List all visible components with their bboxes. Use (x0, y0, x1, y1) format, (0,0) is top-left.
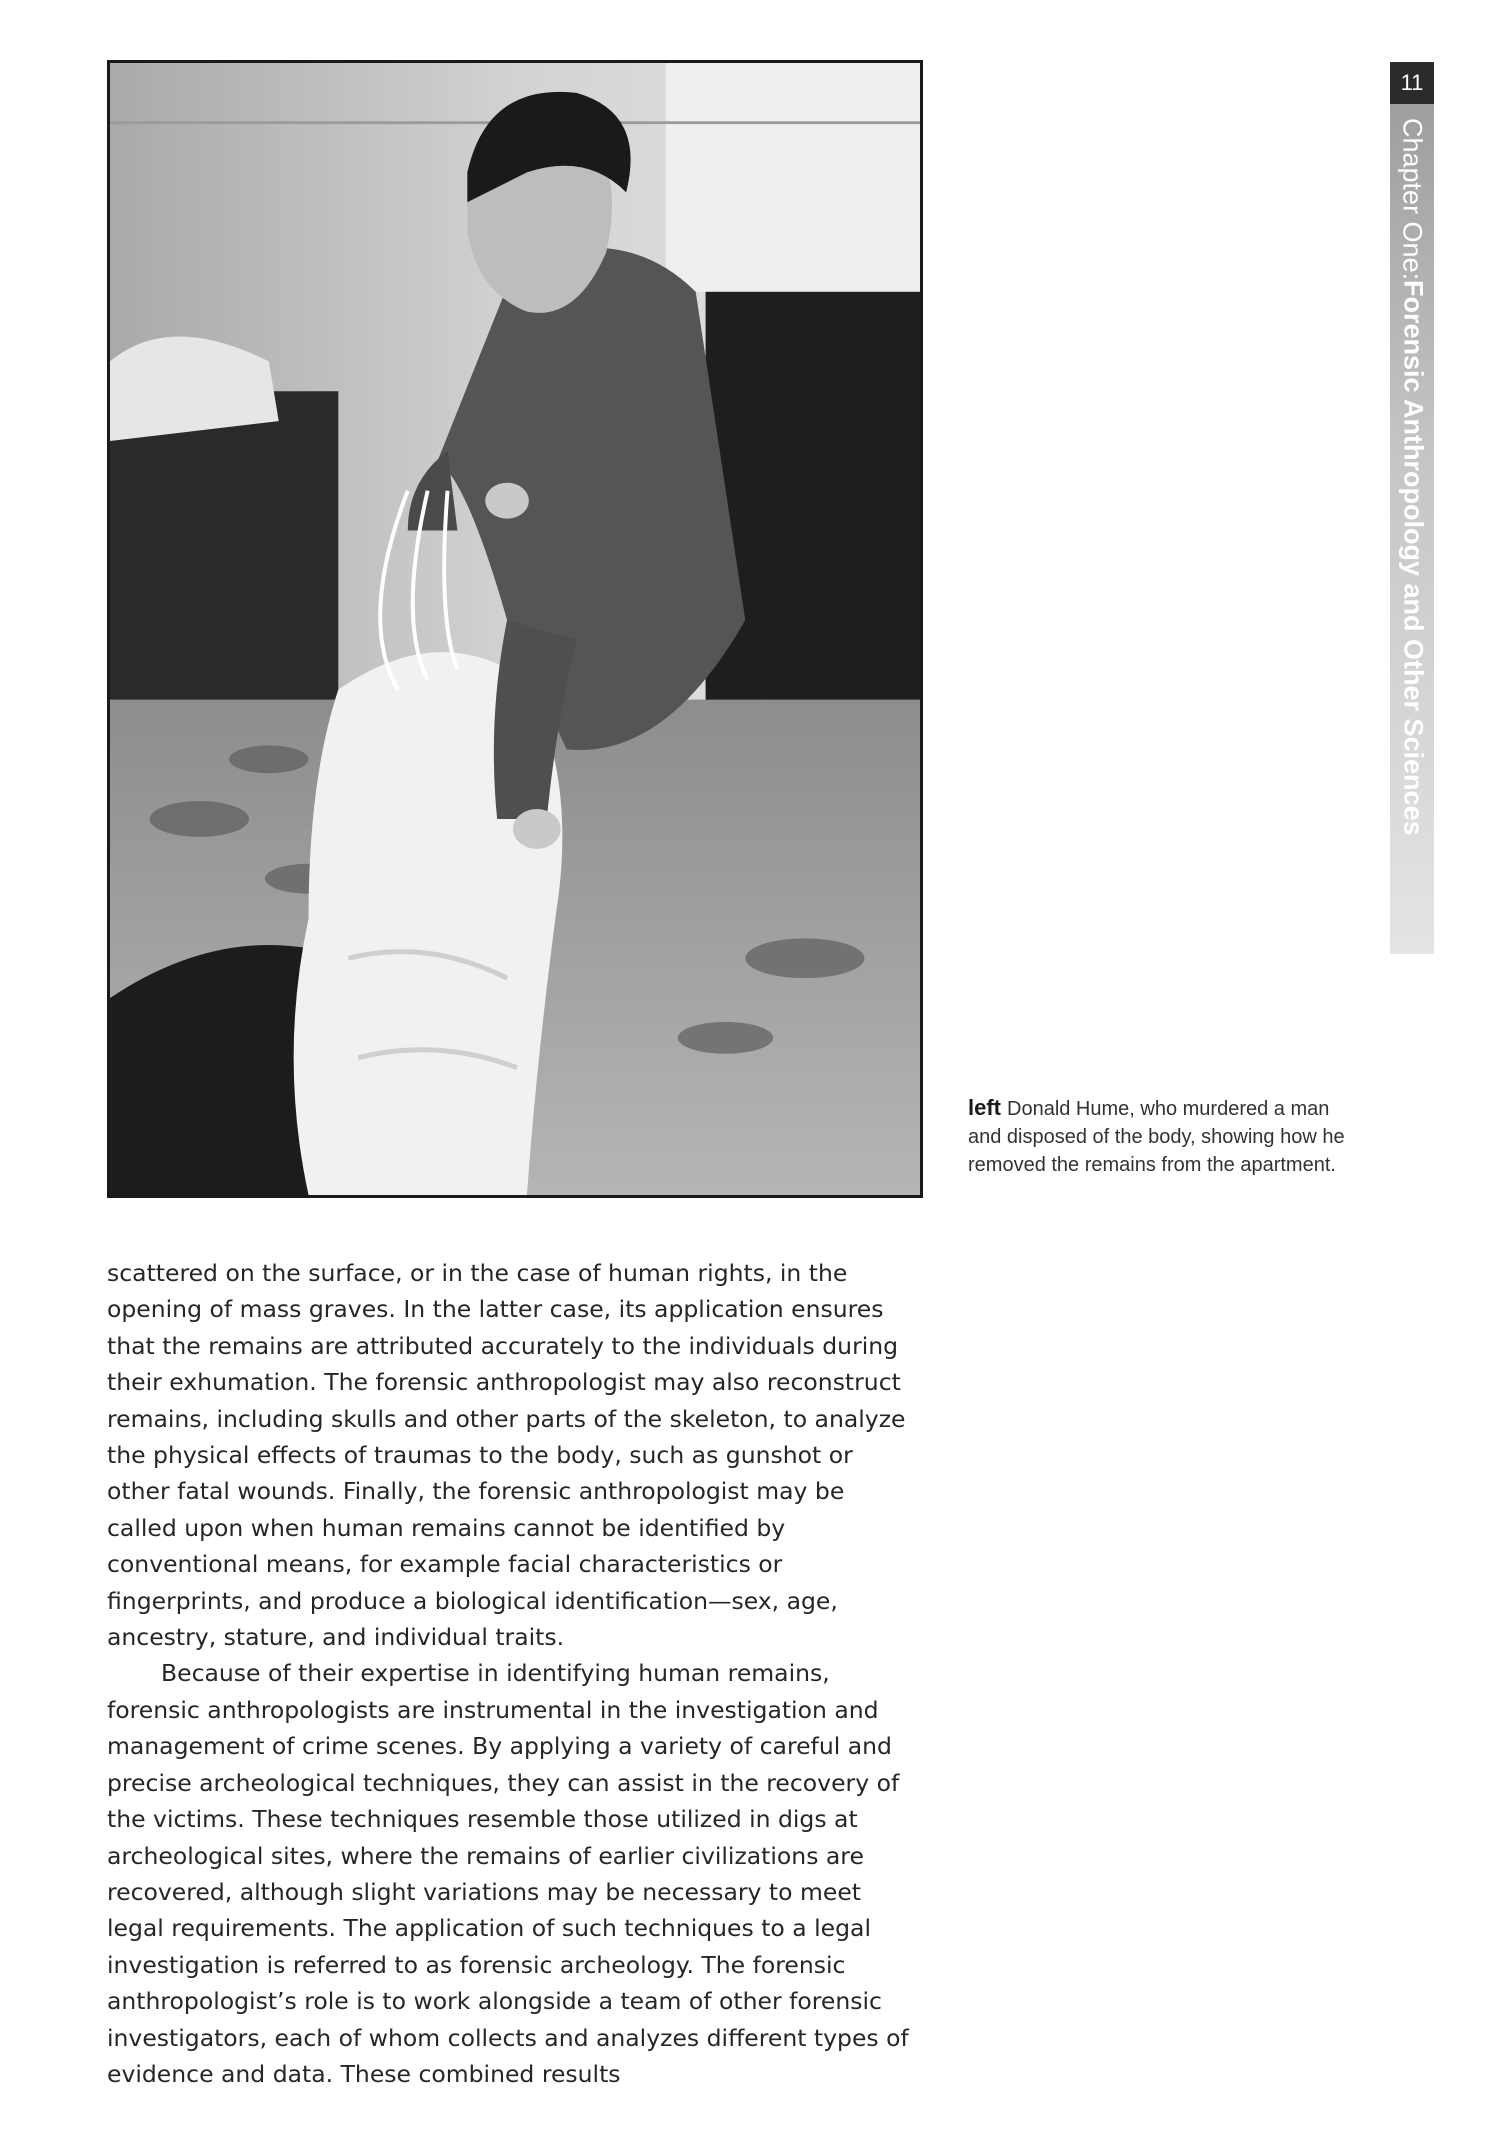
chapter-running-head (1390, 118, 1434, 948)
page-number: 11 (1390, 62, 1434, 104)
chapter-title: Forensic Anthropology and Other Sciences (1398, 280, 1429, 836)
caption-lead: left (968, 1095, 1001, 1120)
figure-photo (107, 60, 923, 1198)
chapter-label: Chapter One: (1397, 118, 1428, 281)
body-text (107, 1255, 917, 2092)
caption-text: Donald Hume, who murdered a man and disposed of the body, showing how he removed the remains from the apartment. (968, 1098, 1345, 1176)
body-paragraph-2: Because of their expertise in identifying human remains, forensic anthropologists are instrumental in the investigation and management of crime scenes. By applying a variety of careful and precise archeological techniques, they can assist in the recovery of the victims. These techniques resemble those utilized in digs at archeological sites, where the remains of earlier civilizations are recovered, although slight variations may be necessary to meet legal requirements. The application of such techniques to a legal investigation is referred to as forensic archeology. The forensic anthropologist’s role is to work alongside a team of other forensic investigators, each of whom collects and analyzes different types of evidence and data. These combined results (107, 1659, 909, 2088)
photo-image (110, 63, 920, 1195)
body-paragraph-1: scattered on the surface, or in the case of human rights, in the opening of mass graves. In the latter case, its application ensures that the remains are attributed accurately to the individuals during their exhumation. The forensic anthropologist may also reconstruct remains, including skulls and other parts of the skeleton, to analyze the physical effects of traumas to the body, such as gunshot or other fatal wounds. Finally, the forensic anthropologist may be called upon when human remains cannot be identified by conventional means, for example facial characteristics or fingerprints, and produce a biological identification—sex, age, ancestry, stature, and individual traits. (107, 1259, 906, 1652)
figure-caption (968, 1094, 1348, 1179)
